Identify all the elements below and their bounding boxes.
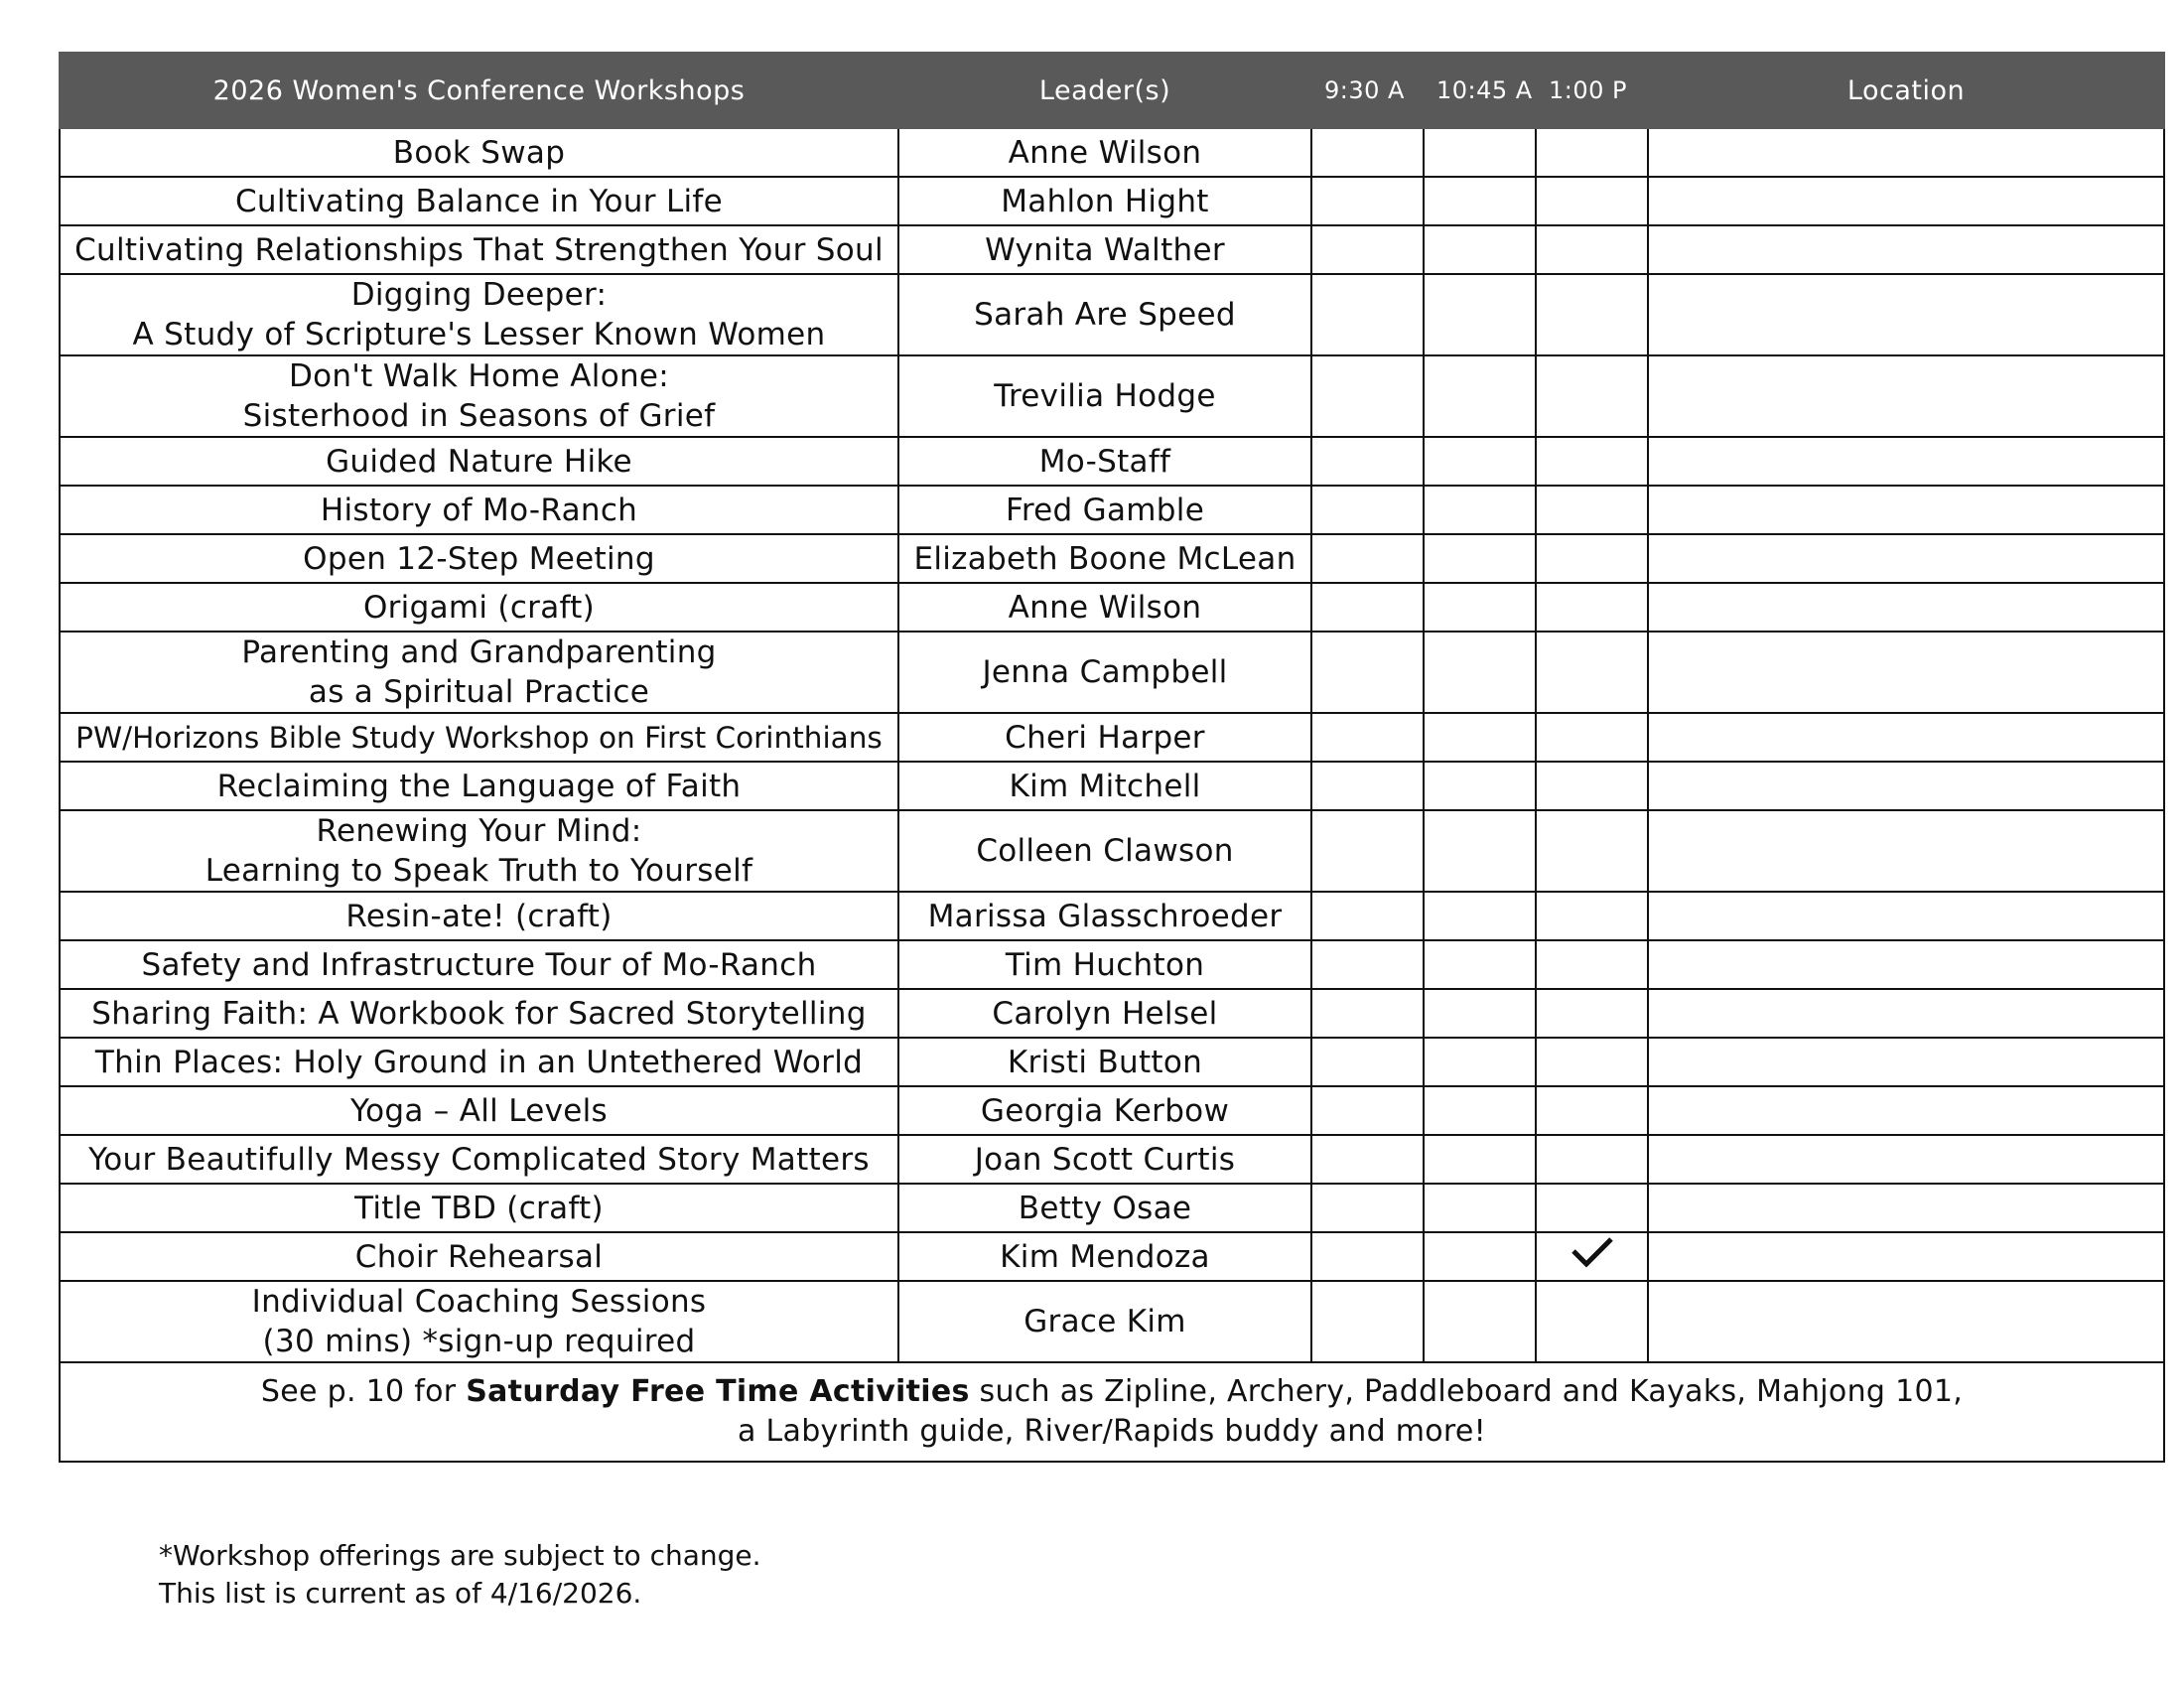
slot-cell [1311, 583, 1424, 632]
note-line2: a Labyrinth guide, River/Rapids buddy and more! [737, 1414, 1486, 1449]
workshop-title: Guided Nature Hike [60, 437, 898, 486]
slot-cell [1424, 632, 1536, 713]
workshop-leader: Marissa Glasschroeder [898, 892, 1311, 940]
table-row [60, 1038, 2164, 1086]
slot-cell [1536, 1038, 1648, 1086]
slot-cell [1424, 810, 1536, 892]
slot-cell-checked [1536, 1232, 1648, 1281]
table-row [60, 486, 2164, 534]
workshop-leader: Anne Wilson [898, 128, 1311, 177]
slot-cell [1424, 225, 1536, 274]
workshop-leader: Trevilia Hodge [898, 355, 1311, 437]
workshop-leader: Carolyn Helsel [898, 989, 1311, 1038]
location-cell [1648, 1184, 2164, 1232]
slot-cell [1536, 762, 1648, 810]
slot-cell [1424, 1232, 1536, 1281]
table-row [60, 225, 2164, 274]
slot-cell [1311, 810, 1424, 892]
table-row [60, 810, 2164, 892]
slot-cell [1311, 128, 1424, 177]
slot-cell [1311, 940, 1424, 989]
workshop-title: Your Beautifully Messy Complicated Story Matters [60, 1135, 898, 1184]
location-cell [1648, 274, 2164, 355]
header-slot-100: 1:00 P [1536, 53, 1648, 128]
slot-cell [1536, 225, 1648, 274]
slot-cell [1311, 1135, 1424, 1184]
table-row [60, 940, 2164, 989]
workshop-leader: Betty Osae [898, 1184, 1311, 1232]
workshop-leader: Tim Huchton [898, 940, 1311, 989]
workshop-title: Resin-ate! (craft) [60, 892, 898, 940]
location-cell [1648, 1281, 2164, 1362]
slot-cell [1424, 177, 1536, 225]
slot-cell [1536, 177, 1648, 225]
slot-cell [1311, 225, 1424, 274]
slot-cell [1311, 1086, 1424, 1135]
table-row [60, 534, 2164, 583]
location-cell [1648, 1232, 2164, 1281]
workshop-title: PW/Horizons Bible Study Workshop on First Corinthians [60, 713, 898, 762]
slot-cell [1424, 1281, 1536, 1362]
header-slot-1045: 10:45 A [1424, 53, 1536, 128]
workshop-title: Individual Coaching Sessions (30 mins) *sign-up required [60, 1281, 898, 1362]
workshop-leader: Kim Mendoza [898, 1232, 1311, 1281]
workshop-leader: Mahlon Hight [898, 177, 1311, 225]
header-leader: Leader(s) [898, 53, 1311, 128]
slot-cell [1424, 1086, 1536, 1135]
workshop-title: Title TBD (craft) [60, 1184, 898, 1232]
slot-cell [1424, 437, 1536, 486]
table-row [60, 1281, 2164, 1362]
table-row [60, 1184, 2164, 1232]
table-row [60, 713, 2164, 762]
slot-cell [1424, 1135, 1536, 1184]
workshop-title: Origami (craft) [60, 583, 898, 632]
footnote-line1: *Workshop offerings are subject to change. [159, 1539, 761, 1572]
slot-cell [1424, 583, 1536, 632]
location-cell [1648, 355, 2164, 437]
location-cell [1648, 437, 2164, 486]
location-cell [1648, 1038, 2164, 1086]
location-cell [1648, 762, 2164, 810]
workshop-title: History of Mo-Ranch [60, 486, 898, 534]
slot-cell [1311, 534, 1424, 583]
table-row [60, 1135, 2164, 1184]
workshop-leader: Mo-Staff [898, 437, 1311, 486]
location-cell [1648, 713, 2164, 762]
slot-cell [1536, 534, 1648, 583]
slot-cell [1424, 1184, 1536, 1232]
header-slot-930: 9:30 A [1311, 53, 1424, 128]
slot-cell [1424, 989, 1536, 1038]
slot-cell [1424, 128, 1536, 177]
slot-cell [1311, 892, 1424, 940]
table-row [60, 1086, 2164, 1135]
location-cell [1648, 892, 2164, 940]
workshop-leader: Kristi Button [898, 1038, 1311, 1086]
workshop-leader: Georgia Kerbow [898, 1086, 1311, 1135]
free-time-note [60, 1362, 2164, 1462]
workshop-schedule [59, 52, 2163, 1463]
slot-cell [1311, 1232, 1424, 1281]
slot-cell [1311, 437, 1424, 486]
location-cell [1648, 1086, 2164, 1135]
note-prefix: See p. 10 for [260, 1374, 467, 1409]
workshop-leader: Grace Kim [898, 1281, 1311, 1362]
workshop-table [59, 52, 2165, 1463]
slot-cell [1311, 1281, 1424, 1362]
slot-cell [1311, 1184, 1424, 1232]
workshop-leader: Wynita Walther [898, 225, 1311, 274]
location-cell [1648, 810, 2164, 892]
note-bold: Saturday Free Time Activities [466, 1374, 970, 1409]
workshop-title: Choir Rehearsal [60, 1232, 898, 1281]
location-cell [1648, 128, 2164, 177]
table-row [60, 762, 2164, 810]
workshop-title: Sharing Faith: A Workbook for Sacred Storytelling [60, 989, 898, 1038]
slot-cell [1424, 940, 1536, 989]
header-location: Location [1648, 53, 2164, 128]
slot-cell [1536, 989, 1648, 1038]
slot-cell [1424, 534, 1536, 583]
free-time-note-row [60, 1362, 2164, 1462]
workshop-title: Cultivating Balance in Your Life [60, 177, 898, 225]
location-cell [1648, 225, 2164, 274]
workshop-title: Book Swap [60, 128, 898, 177]
workshop-leader: Colleen Clawson [898, 810, 1311, 892]
slot-cell [1311, 989, 1424, 1038]
slot-cell [1536, 274, 1648, 355]
workshop-title: Don't Walk Home Alone: Sisterhood in Seasons of Grief [60, 355, 898, 437]
slot-cell [1311, 762, 1424, 810]
workshop-title: Open 12-Step Meeting [60, 534, 898, 583]
slot-cell [1536, 1135, 1648, 1184]
slot-cell [1311, 177, 1424, 225]
slot-cell [1536, 892, 1648, 940]
workshop-title: Digging Deeper: A Study of Scripture's Lesser Known Women [60, 274, 898, 355]
slot-cell [1536, 437, 1648, 486]
table-row [60, 355, 2164, 437]
table-row [60, 892, 2164, 940]
workshop-title: Cultivating Relationships That Strengthen Your Soul [60, 225, 898, 274]
workshop-title: Parenting and Grandparenting as a Spiritual Practice [60, 632, 898, 713]
slot-cell [1536, 810, 1648, 892]
location-cell [1648, 940, 2164, 989]
slot-cell [1424, 274, 1536, 355]
slot-cell [1536, 940, 1648, 989]
workshop-title: Renewing Your Mind: Learning to Speak Truth to Yourself [60, 810, 898, 892]
slot-cell [1311, 713, 1424, 762]
table-row [60, 437, 2164, 486]
location-cell [1648, 1135, 2164, 1184]
slot-cell [1424, 486, 1536, 534]
slot-cell [1536, 713, 1648, 762]
table-row [60, 177, 2164, 225]
note-suffix: such as Zipline, Archery, Paddleboard and Kayaks, Mahjong 101, [969, 1374, 1964, 1409]
slot-cell [1311, 486, 1424, 534]
slot-cell [1536, 128, 1648, 177]
table-row [60, 989, 2164, 1038]
slot-cell [1536, 1281, 1648, 1362]
slot-cell [1536, 486, 1648, 534]
slot-cell [1424, 1038, 1536, 1086]
header-title: 2026 Women's Conference Workshops [60, 53, 898, 128]
slot-cell [1311, 632, 1424, 713]
workshop-leader: Cheri Harper [898, 713, 1311, 762]
workshop-leader: Sarah Are Speed [898, 274, 1311, 355]
location-cell [1648, 177, 2164, 225]
workshop-leader: Anne Wilson [898, 583, 1311, 632]
slot-cell [1536, 632, 1648, 713]
workshop-leader: Kim Mitchell [898, 762, 1311, 810]
slot-cell [1424, 355, 1536, 437]
workshop-title: Yoga – All Levels [60, 1086, 898, 1135]
location-cell [1648, 583, 2164, 632]
workshop-leader: Fred Gamble [898, 486, 1311, 534]
location-cell [1648, 534, 2164, 583]
table-row [60, 583, 2164, 632]
slot-cell [1424, 713, 1536, 762]
table-header-row [60, 53, 2164, 128]
workshop-leader: Elizabeth Boone McLean [898, 534, 1311, 583]
location-cell [1648, 486, 2164, 534]
table-row [60, 128, 2164, 177]
checkmark-icon [1570, 1235, 1615, 1269]
location-cell [1648, 989, 2164, 1038]
slot-cell [1424, 762, 1536, 810]
slot-cell [1536, 1086, 1648, 1135]
footnote [159, 1537, 761, 1613]
footnote-line2: This list is current as of 4/16/2026. [159, 1577, 642, 1610]
workshop-title: Thin Places: Holy Ground in an Untethered World [60, 1038, 898, 1086]
workshop-title: Safety and Infrastructure Tour of Mo-Ranch [60, 940, 898, 989]
workshop-leader: Jenna Campbell [898, 632, 1311, 713]
workshop-leader: Joan Scott Curtis [898, 1135, 1311, 1184]
table-row [60, 274, 2164, 355]
workshop-title: Reclaiming the Language of Faith [60, 762, 898, 810]
slot-cell [1311, 1038, 1424, 1086]
slot-cell [1424, 892, 1536, 940]
location-cell [1648, 632, 2164, 713]
slot-cell [1311, 355, 1424, 437]
table-row [60, 1232, 2164, 1281]
table-row [60, 632, 2164, 713]
slot-cell [1536, 355, 1648, 437]
slot-cell [1311, 274, 1424, 355]
slot-cell [1536, 1184, 1648, 1232]
slot-cell [1536, 583, 1648, 632]
